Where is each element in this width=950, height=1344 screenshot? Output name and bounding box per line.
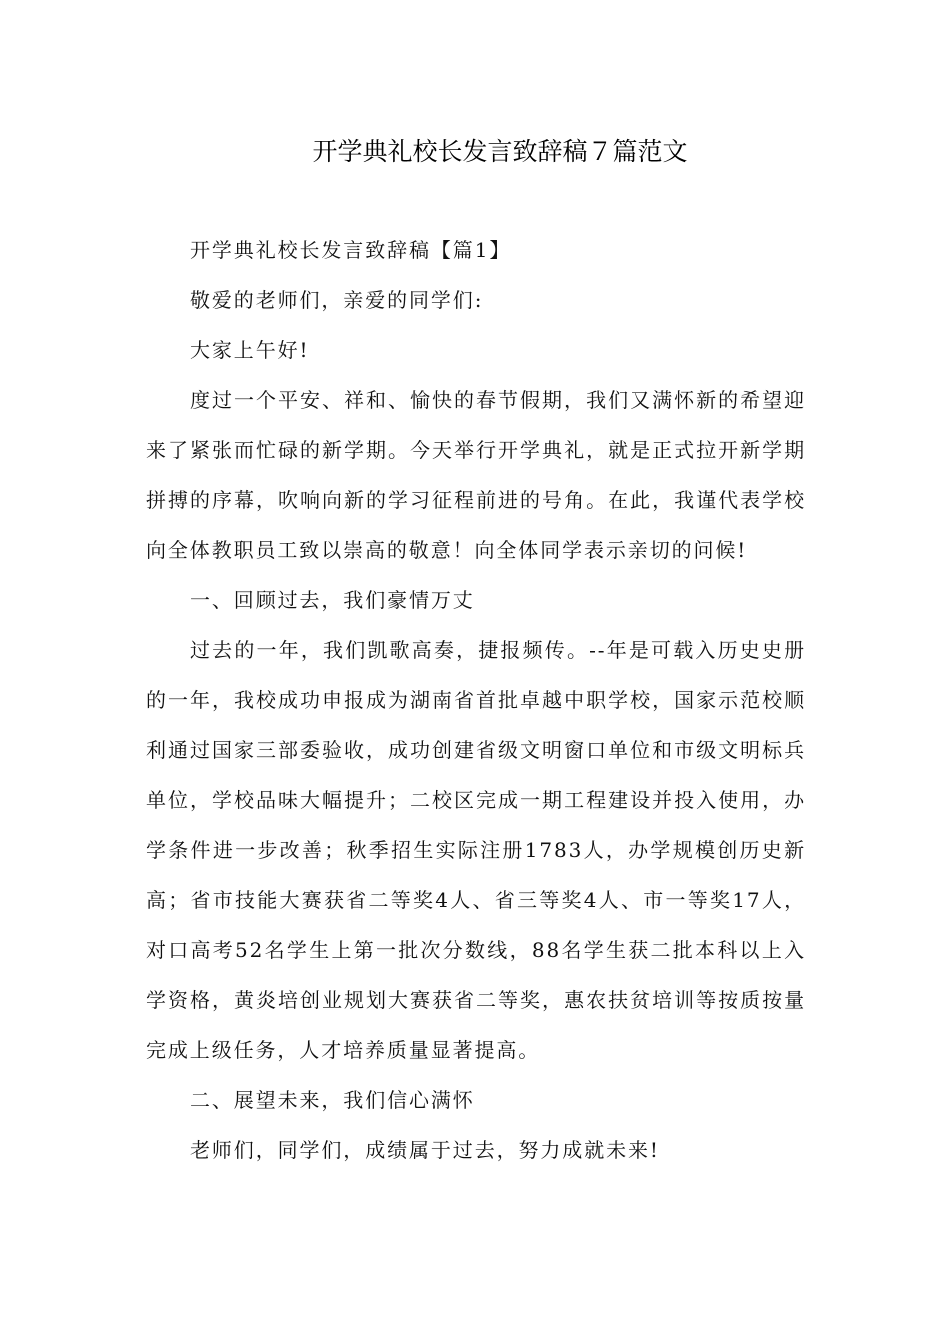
salutation: 敬爱的老师们，亲爱的同学们: bbox=[190, 288, 484, 312]
document-title: 开学典礼校长发言致辞稿７篇范文 bbox=[312, 137, 688, 166]
section-heading-1: 开学典礼校长发言致辞稿【篇1】 bbox=[190, 238, 512, 262]
opening-paragraph: 度过一个平安、祥和、愉快的春节假期，我们又满怀新的希望迎来了紧张而忙碌的新学期。今天举行开学典礼，就是正式拉开新学期拼搏的序幕，吹响向新的学习征程前进的号角。在此，我谨代表学校向全体教职员工致以崇高的敬意！向全体同学表示亲切的问候! bbox=[146, 388, 806, 562]
subheading-outlook: 二、展望未来，我们信心满怀 bbox=[190, 1088, 475, 1112]
document-body bbox=[146, 225, 806, 1175]
review-paragraph: 过去的一年，我们凯歌高奏，捷报频传。--年是可载入历史史册的一年，我校成功申报成为湖南省首批卓越中职学校，国家示范校顺利通过国家三部委验收，成功创建省级文明窗口单位和市级文明标兵单位，学校品味大幅提升；二校区完成一期工程建设并投入使用，办学条件进一步改善；秋季招生实际注册1783人，办学规模创历史新高；省市技能大赛获省二等奖4人、省三等奖4人、市一等奖17人，对口高考52名学生上第一批次分数线，88名学生获二批本科以上入学资格，黄炎培创业规划大赛获省二等奖，惠农扶贫培训等按质按量完成上级任务，人才培养质量显著提高。 bbox=[146, 638, 806, 1062]
subheading-review: 一、回顾过去，我们豪情万丈 bbox=[190, 588, 475, 612]
outlook-paragraph: 老师们，同学们，成绩属于过去，努力成就未来! bbox=[190, 1138, 660, 1162]
greeting: 大家上午好! bbox=[190, 338, 310, 362]
